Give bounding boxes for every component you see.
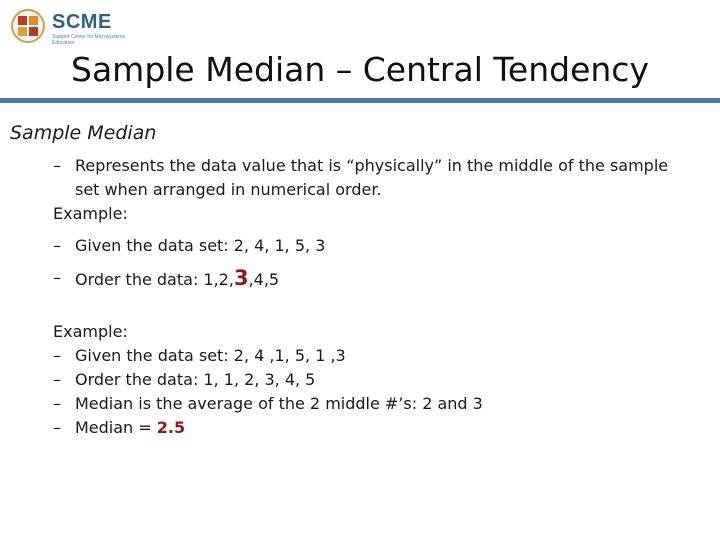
definition-bullet [53, 154, 675, 202]
scme-logo [10, 8, 170, 48]
example2-median-note-text: Median is the average of the 2 middle #’s: 2 and 3 [75, 394, 483, 413]
logo-tagline: Support Center for Microsystems Education [52, 34, 126, 46]
example2-median-bullet [53, 416, 700, 440]
globe-logo-icon [10, 8, 46, 44]
bullet-dash: – [53, 346, 61, 365]
bullet-dash: – [53, 268, 61, 287]
example1-order-suffix: ,4,5 [248, 270, 280, 289]
example1-order-bullet [53, 266, 700, 292]
example1-given-bullet [53, 234, 700, 258]
example2-median-value: 2.5 [156, 418, 186, 437]
bullet-dash: – [53, 370, 61, 389]
definition-text: Represents the data value that is “physically” in the middle of the sample set when arranged in numerical order. [75, 156, 669, 199]
example2-order-bullet [53, 368, 700, 392]
section-heading: Sample Median [10, 122, 157, 144]
example1-median-highlight: 3 [233, 266, 249, 290]
title-underline [0, 98, 720, 103]
example1-given-text: Given the data set: 2, 4, 1, 5, 3 [75, 236, 326, 255]
bullet-dash: – [53, 236, 61, 255]
bullet-dash: – [53, 156, 61, 175]
example2-order-text: Order the data: 1, 1, 2, 3, 4, 5 [75, 370, 316, 389]
bullet-dash: – [53, 394, 61, 413]
example1-order-text: Order the data: 1,2, [75, 270, 234, 289]
example2-median-label: Median = [75, 418, 157, 437]
slide-content [10, 120, 700, 440]
logo-name: SCME [52, 11, 112, 33]
example2-given-text: Given the data set: 2, 4 ,1, 5, 1 ,3 [75, 346, 346, 365]
bullet-dash: – [53, 418, 61, 437]
example2-median-note-bullet [53, 392, 700, 416]
example1-label: Example: [53, 204, 128, 223]
slide-title: Sample Median – Central Tendency [71, 50, 649, 89]
example2-label: Example: [53, 322, 128, 341]
example2-given-bullet [53, 344, 700, 368]
